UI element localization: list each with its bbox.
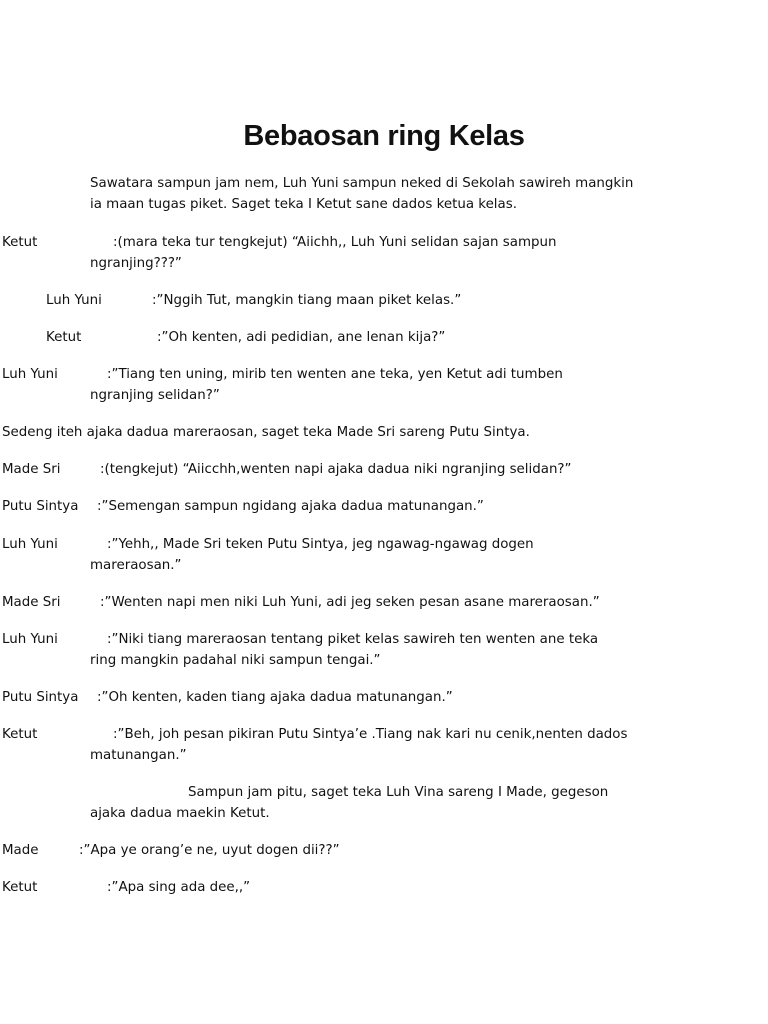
dialogue-line: :”Oh kenten, adi pedidian, ane lenan kija?”: [157, 330, 446, 345]
dialogue-line: :”Oh kenten, kaden tiang ajaka dadua matunangan.”: [97, 690, 453, 705]
dialogue-line: :”Yehh,, Made Sri teken Putu Sintya, jeg ngawag-ngawag dogen: [107, 537, 534, 552]
speaker-label: Ketut: [2, 727, 38, 742]
dialogue-line: ngranjing???”: [90, 256, 182, 271]
dialogue-line: :”Beh, joh pesan pikiran Putu Sintya’e .Tiang nak kari nu cenik,nenten dados: [113, 727, 628, 742]
dialogue-line: mareraosan.”: [90, 558, 182, 573]
speaker-label: Made Sri: [2, 462, 61, 477]
dialogue-line: :(tengkejut) “Aiicchh,wenten napi ajaka dadua niki ngranjing selidan?”: [100, 462, 572, 477]
dialogue-line: matunangan.”: [90, 748, 187, 763]
speaker-label: Luh Yuni: [2, 367, 58, 382]
speaker-label: Putu Sintya: [2, 499, 79, 514]
dialogue-line: :”Tiang ten uning, mirib ten wenten ane teka, yen Ketut adi tumben: [107, 367, 563, 382]
intro-line: ia maan tugas piket. Saget teka I Ketut sane dados ketua kelas.: [90, 197, 517, 212]
speaker-label: Luh Yuni: [2, 632, 58, 647]
dialogue-line: :”Apa ye orang’e ne, uyut dogen dii??”: [79, 843, 340, 858]
intro-line: Sawatara sampun jam nem, Luh Yuni sampun neked di Sekolah sawireh mangkin: [90, 176, 634, 191]
dialogue-line: :(mara teka tur tengkejut) “Aiichh,, Luh Yuni selidan sajan sampun: [113, 235, 557, 250]
speaker-label: Ketut: [46, 330, 82, 345]
speaker-label: Luh Yuni: [2, 537, 58, 552]
dialogue-line: :”Wenten napi men niki Luh Yuni, adi jeg seken pesan asane mareraosan.”: [100, 595, 600, 610]
dialogue-line: ring mangkin padahal niki sampun tengai.”: [90, 653, 381, 668]
speaker-label: Ketut: [2, 880, 38, 895]
speaker-label: Putu Sintya: [2, 690, 79, 705]
narration-line: Sampun jam pitu, saget teka Luh Vina sareng I Made, gegeson: [188, 785, 609, 800]
dialogue-line: :”Niki tiang mareraosan tentang piket kelas sawireh ten wenten ane teka: [107, 632, 599, 647]
speaker-label: Luh Yuni: [46, 293, 102, 308]
narration-line: ajaka dadua maekin Ketut.: [90, 806, 270, 821]
speaker-label: Ketut: [2, 235, 38, 250]
speaker-label: Made Sri: [2, 595, 61, 610]
narration-line: Sedeng iteh ajaka dadua mareraosan, saget teka Made Sri sareng Putu Sintya.: [2, 425, 530, 440]
dialogue-line: :”Nggih Tut, mangkin tiang maan piket kelas.”: [152, 293, 462, 308]
speaker-label: Made: [2, 843, 39, 858]
dialogue-line: :”Apa sing ada dee,,”: [107, 880, 251, 895]
page-title: Bebaosan ring Kelas: [243, 120, 525, 152]
dialogue-line: ngranjing selidan?”: [90, 388, 220, 403]
dialogue-line: :”Semengan sampun ngidang ajaka dadua matunangan.”: [97, 499, 484, 514]
